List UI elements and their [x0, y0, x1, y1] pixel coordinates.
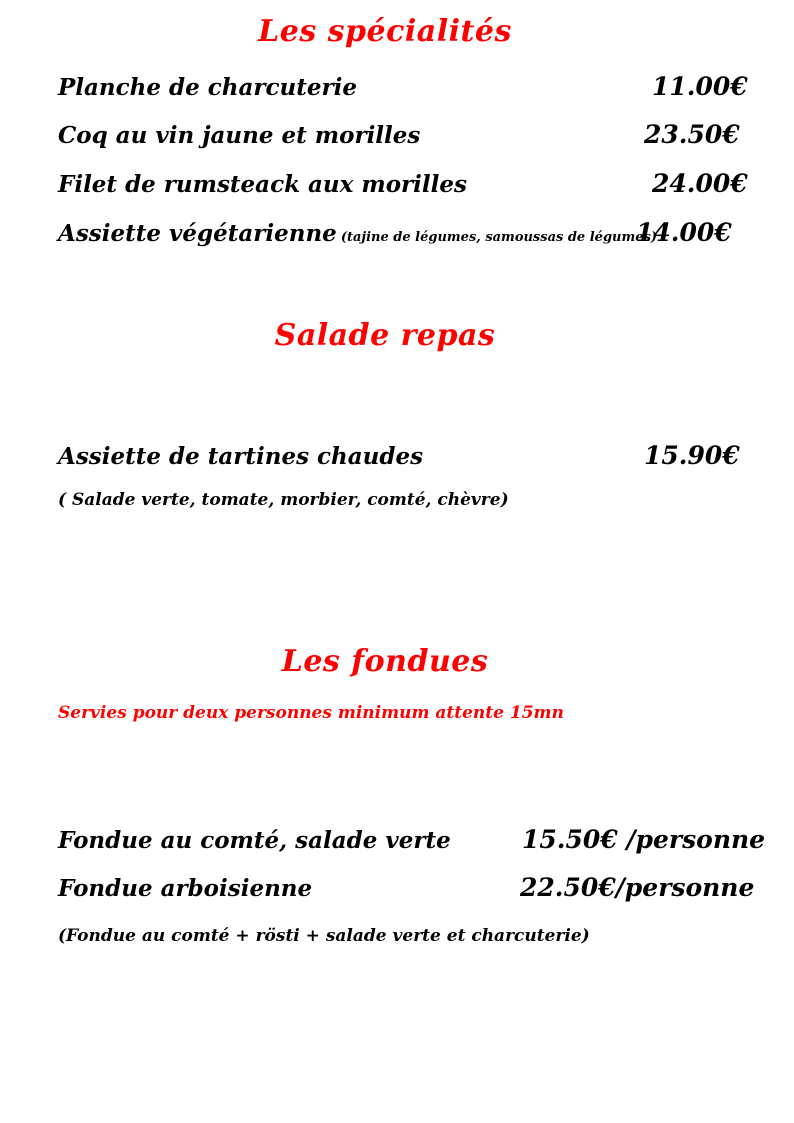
- menu-item-price: 14.00€: [636, 218, 732, 247]
- menu-item-price: 24.00€: [652, 169, 748, 198]
- menu-item-price: 22.50€/personne: [520, 873, 755, 902]
- section-title-specialites: Les spécialités: [258, 14, 512, 49]
- section-subtitle-fondues: Servies pour deux personnes minimum attente 15mn: [58, 703, 564, 723]
- menu-item-name: Coq au vin jaune et morilles: [58, 122, 421, 149]
- menu-item-name: Fondue au comté, salade verte: [58, 827, 451, 854]
- menu-item-price: 11.00€: [652, 72, 748, 101]
- menu-item-note: ( Salade verte, tomate, morbier, comté, chèvre): [58, 490, 509, 510]
- menu-item-vegetarian: [58, 220, 657, 247]
- menu-item-name: Assiette de tartines chaudes: [58, 443, 424, 470]
- menu-item-name: Filet de rumsteack aux morilles: [58, 171, 467, 198]
- menu-item-name: Planche de charcuterie: [58, 74, 357, 101]
- section-title-fondues: Les fondues: [281, 644, 489, 679]
- menu-item-name: Fondue arboisienne: [58, 875, 313, 902]
- menu-item-name: Assiette végétarienne: [58, 220, 337, 247]
- menu-item-price: 23.50€: [644, 120, 740, 149]
- section-title-salade: Salade repas: [274, 318, 496, 353]
- menu-item-price: 15.90€: [644, 441, 740, 470]
- menu-item-note: (Fondue au comté + rösti + salade verte et charcuterie): [58, 926, 590, 946]
- menu-item-note: (tajine de légumes, samoussas de légumes): [340, 230, 657, 245]
- menu-item-price: 15.50€ /personne: [522, 825, 766, 854]
